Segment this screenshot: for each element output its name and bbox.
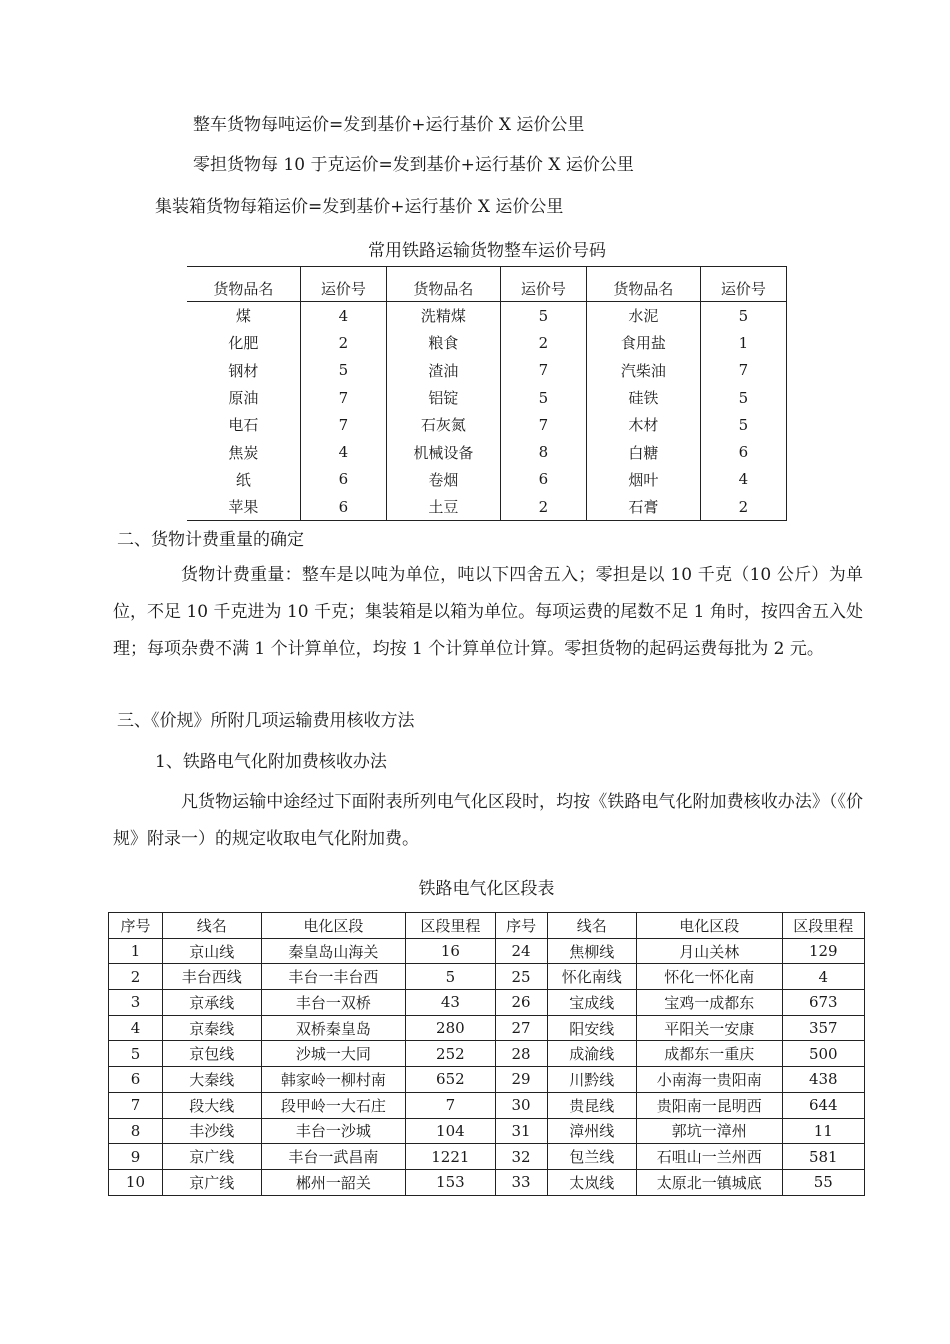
table-row bbox=[187, 384, 787, 411]
table-cell: 钢材 bbox=[187, 357, 300, 384]
table-cell: 纸 bbox=[187, 466, 300, 493]
table2-caption: 铁路电气化区段表 bbox=[418, 879, 555, 899]
table-cell: 11 bbox=[782, 1118, 864, 1144]
table-cell: 怀化南线 bbox=[547, 964, 637, 990]
table-cell: 段大线 bbox=[162, 1092, 261, 1118]
table-cell: 31 bbox=[495, 1118, 547, 1144]
table-cell: 28 bbox=[495, 1041, 547, 1067]
table-cell: 渣油 bbox=[386, 357, 500, 384]
table-cell: 京广线 bbox=[162, 1169, 261, 1195]
table-cell: 秦皇岛山海关 bbox=[261, 938, 405, 964]
table-cell: 贵昆线 bbox=[547, 1092, 637, 1118]
section2-heading: 二、货物计费重量的确定 bbox=[117, 530, 304, 550]
formula-whole-car: 整车货物每吨运价=发到基价+运行基价 X 运价公里 bbox=[193, 115, 585, 135]
table-row bbox=[109, 1015, 865, 1041]
table1-caption: 常用铁路运输货物整车运价号码 bbox=[368, 241, 606, 261]
table-cell: 韩家岭一柳村南 bbox=[261, 1067, 405, 1093]
table-cell: 4 bbox=[300, 302, 386, 330]
table-cell: 大秦线 bbox=[162, 1067, 261, 1093]
table-cell: 2 bbox=[500, 493, 586, 521]
freight-rate-table bbox=[187, 266, 787, 521]
table-cell: 5 bbox=[109, 1041, 163, 1067]
table-cell: 500 bbox=[782, 1041, 864, 1067]
table-cell: 怀化一怀化南 bbox=[637, 964, 783, 990]
table-cell: 6 bbox=[300, 493, 386, 521]
table-cell: 丰沙线 bbox=[162, 1118, 261, 1144]
table-cell: 丰台一双桥 bbox=[261, 990, 405, 1016]
table-row bbox=[109, 1041, 865, 1067]
section3-body: 凡货物运输中途经过下面附表所列电气化区段时，均按《铁路电气化附加费核收办法》（《价规》附录一）的规定收取电气化附加费。 bbox=[113, 792, 863, 849]
table-cell: 8 bbox=[500, 438, 586, 465]
table-cell: 43 bbox=[406, 990, 496, 1016]
table-cell: 673 bbox=[782, 990, 864, 1016]
table-cell: 焦炭 bbox=[187, 438, 300, 465]
table-cell: 丰台一武昌南 bbox=[261, 1144, 405, 1170]
table-cell: 铝锭 bbox=[386, 384, 500, 411]
table-cell: 2 bbox=[700, 493, 786, 521]
header-cell: 运价号 bbox=[500, 267, 586, 302]
table-row bbox=[109, 1067, 865, 1093]
table-cell: 5 bbox=[406, 964, 496, 990]
table-header-row bbox=[187, 267, 787, 302]
table-cell: 土豆 bbox=[386, 493, 500, 521]
table-cell: 55 bbox=[782, 1169, 864, 1195]
table-cell: 32 bbox=[495, 1144, 547, 1170]
table-cell: 丰台一沙城 bbox=[261, 1118, 405, 1144]
table-cell: 成都东一重庆 bbox=[637, 1041, 783, 1067]
table-row bbox=[109, 1144, 865, 1170]
table-cell: 平阳关一安康 bbox=[637, 1015, 783, 1041]
header-cell: 电化区段 bbox=[637, 913, 783, 939]
header-cell: 线名 bbox=[547, 913, 637, 939]
table-cell: 33 bbox=[495, 1169, 547, 1195]
table-cell: 段甲岭一大石庄 bbox=[261, 1092, 405, 1118]
table-cell: 漳州线 bbox=[547, 1118, 637, 1144]
section3-heading: 三、《价规》所附几项运输费用核收方法 bbox=[117, 711, 415, 731]
table-cell: 苹果 bbox=[187, 493, 300, 521]
table-cell: 石膏 bbox=[586, 493, 700, 521]
table-row bbox=[187, 411, 787, 438]
table-cell: 食用盐 bbox=[586, 329, 700, 356]
table-cell: 京承线 bbox=[162, 990, 261, 1016]
table-row bbox=[109, 990, 865, 1016]
header-cell: 序号 bbox=[109, 913, 163, 939]
table-row bbox=[187, 357, 787, 384]
table-cell: 石咀山一兰州西 bbox=[637, 1144, 783, 1170]
table-cell: 宝鸡一成都东 bbox=[637, 990, 783, 1016]
table-cell: 2 bbox=[300, 329, 386, 356]
table-cell: 硅铁 bbox=[586, 384, 700, 411]
table-cell: 汽柴油 bbox=[586, 357, 700, 384]
table-cell: 宝成线 bbox=[547, 990, 637, 1016]
section3-subheading: 1、铁路电气化附加费核收办法 bbox=[155, 752, 387, 772]
table-cell: 29 bbox=[495, 1067, 547, 1093]
table-cell: 太原北一镇城底 bbox=[637, 1169, 783, 1195]
table-cell: 京广线 bbox=[162, 1144, 261, 1170]
table-cell: 机械设备 bbox=[386, 438, 500, 465]
table-header-row bbox=[109, 913, 865, 939]
table-cell: 153 bbox=[406, 1169, 496, 1195]
table-cell: 129 bbox=[782, 938, 864, 964]
table-cell: 郭坑一漳州 bbox=[637, 1118, 783, 1144]
table-cell: 太岚线 bbox=[547, 1169, 637, 1195]
table-cell: 6 bbox=[300, 466, 386, 493]
table-cell: 郴州一韶关 bbox=[261, 1169, 405, 1195]
table-cell: 京山线 bbox=[162, 938, 261, 964]
table-cell: 焦柳线 bbox=[547, 938, 637, 964]
table-cell: 4 bbox=[109, 1015, 163, 1041]
table-row bbox=[109, 964, 865, 990]
table-cell: 104 bbox=[406, 1118, 496, 1144]
table-cell: 652 bbox=[406, 1067, 496, 1093]
table-cell: 卷烟 bbox=[386, 466, 500, 493]
table-cell: 4 bbox=[300, 438, 386, 465]
table-cell: 成渝线 bbox=[547, 1041, 637, 1067]
table-row bbox=[109, 1118, 865, 1144]
table-cell: 7 bbox=[109, 1092, 163, 1118]
table-row bbox=[187, 329, 787, 356]
table-cell: 5 bbox=[300, 357, 386, 384]
table-cell: 27 bbox=[495, 1015, 547, 1041]
table-row bbox=[109, 938, 865, 964]
table-cell: 小南海一贵阳南 bbox=[637, 1067, 783, 1093]
formula-less-than-carload: 零担货物每 10 于克运价=发到基价+运行基价 X 运价公里 bbox=[193, 155, 634, 175]
table-cell: 1221 bbox=[406, 1144, 496, 1170]
table-row bbox=[187, 493, 787, 521]
table-cell: 6 bbox=[109, 1067, 163, 1093]
table-cell: 5 bbox=[500, 384, 586, 411]
table-cell: 川黔线 bbox=[547, 1067, 637, 1093]
table-cell: 3 bbox=[109, 990, 163, 1016]
table-cell: 16 bbox=[406, 938, 496, 964]
table-cell: 电石 bbox=[187, 411, 300, 438]
formula-container: 集装箱货物每箱运价=发到基价+运行基价 X 运价公里 bbox=[155, 197, 564, 217]
table-cell: 2 bbox=[109, 964, 163, 990]
table-cell: 7 bbox=[300, 384, 386, 411]
table-cell: 4 bbox=[700, 466, 786, 493]
table-cell: 丰台一丰台西 bbox=[261, 964, 405, 990]
table-cell: 7 bbox=[300, 411, 386, 438]
table-cell: 烟叶 bbox=[586, 466, 700, 493]
table-cell: 化肥 bbox=[187, 329, 300, 356]
table-cell: 280 bbox=[406, 1015, 496, 1041]
table-cell: 5 bbox=[700, 384, 786, 411]
table-cell: 24 bbox=[495, 938, 547, 964]
table-cell: 双桥秦皇岛 bbox=[261, 1015, 405, 1041]
table-cell: 581 bbox=[782, 1144, 864, 1170]
header-cell: 序号 bbox=[495, 913, 547, 939]
table-cell: 25 bbox=[495, 964, 547, 990]
header-cell: 货物品名 bbox=[386, 267, 500, 302]
header-cell: 货物品名 bbox=[187, 267, 300, 302]
table-cell: 月山关林 bbox=[637, 938, 783, 964]
table-cell: 白糖 bbox=[586, 438, 700, 465]
table-row bbox=[109, 1092, 865, 1118]
table-cell: 水泥 bbox=[586, 302, 700, 330]
header-cell: 区段里程 bbox=[782, 913, 864, 939]
table-cell: 26 bbox=[495, 990, 547, 1016]
header-cell: 运价号 bbox=[300, 267, 386, 302]
table-cell: 4 bbox=[782, 964, 864, 990]
table-cell: 原油 bbox=[187, 384, 300, 411]
electrified-section-table bbox=[108, 912, 865, 1196]
table-cell: 6 bbox=[500, 466, 586, 493]
header-cell: 区段里程 bbox=[406, 913, 496, 939]
table-row bbox=[187, 302, 787, 330]
table-cell: 包兰线 bbox=[547, 1144, 637, 1170]
table-cell: 10 bbox=[109, 1169, 163, 1195]
header-cell: 线名 bbox=[162, 913, 261, 939]
table-cell: 1 bbox=[109, 938, 163, 964]
table-cell: 252 bbox=[406, 1041, 496, 1067]
table-cell: 7 bbox=[500, 357, 586, 384]
table-row bbox=[187, 466, 787, 493]
table-cell: 8 bbox=[109, 1118, 163, 1144]
table-cell: 京包线 bbox=[162, 1041, 261, 1067]
table-cell: 6 bbox=[700, 438, 786, 465]
table-cell: 644 bbox=[782, 1092, 864, 1118]
table-cell: 京秦线 bbox=[162, 1015, 261, 1041]
table-cell: 木材 bbox=[586, 411, 700, 438]
table-cell: 7 bbox=[700, 357, 786, 384]
table-cell: 7 bbox=[406, 1092, 496, 1118]
table-cell: 5 bbox=[500, 302, 586, 330]
table-cell: 粮食 bbox=[386, 329, 500, 356]
table-cell: 7 bbox=[500, 411, 586, 438]
table-cell: 石灰氮 bbox=[386, 411, 500, 438]
table-cell: 5 bbox=[700, 411, 786, 438]
table-row bbox=[187, 438, 787, 465]
section2-body: 货物计费重量：整车是以吨为单位，吨以下四舍五入；零担是以 10 千克（10 公斤）为单位，不足 10 千克进为 10 千克；集装箱是以箱为单位。每项运费的尾数不足 1 角时，按四舍五入处理；每项杂费不满 1 个计算单位，均按 1 个计算单位计算。零担货物的起码运费每批为 2 元。 bbox=[113, 565, 863, 659]
table-cell: 9 bbox=[109, 1144, 163, 1170]
header-cell: 运价号 bbox=[700, 267, 786, 302]
table-cell: 438 bbox=[782, 1067, 864, 1093]
table-cell: 30 bbox=[495, 1092, 547, 1118]
table-cell: 357 bbox=[782, 1015, 864, 1041]
table-cell: 丰台西线 bbox=[162, 964, 261, 990]
header-cell: 电化区段 bbox=[261, 913, 405, 939]
header-cell: 货物品名 bbox=[586, 267, 700, 302]
table-row bbox=[109, 1169, 865, 1195]
table-cell: 5 bbox=[700, 302, 786, 330]
table-cell: 2 bbox=[500, 329, 586, 356]
table-cell: 沙城一大同 bbox=[261, 1041, 405, 1067]
table-cell: 贵阳南一昆明西 bbox=[637, 1092, 783, 1118]
table-cell: 阳安线 bbox=[547, 1015, 637, 1041]
table-cell: 洗精煤 bbox=[386, 302, 500, 330]
table-cell: 1 bbox=[700, 329, 786, 356]
table-cell: 煤 bbox=[187, 302, 300, 330]
